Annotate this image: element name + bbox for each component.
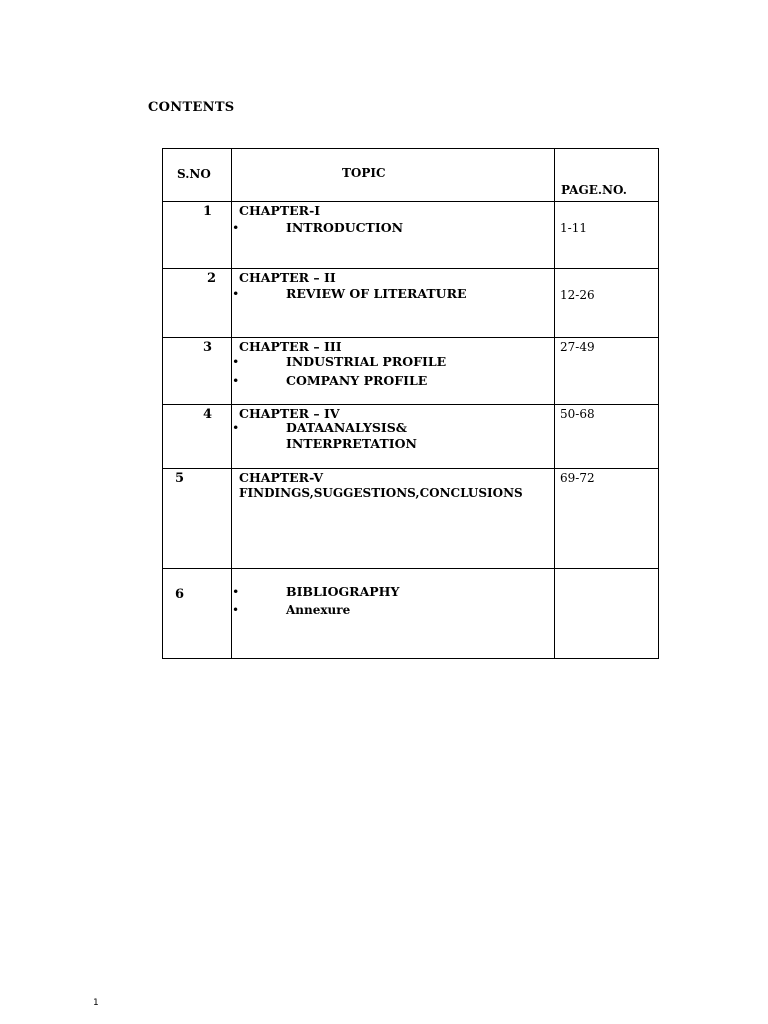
table-row: [163, 569, 659, 659]
chapter-subtitle: FINDINGS,SUGGESTIONS,CONCLUSIONS: [239, 486, 523, 500]
page-cell: [555, 569, 659, 659]
row-number: 4: [203, 407, 213, 422]
page-cell: [555, 269, 659, 338]
topic-cell: [232, 469, 555, 569]
topic-header: TOPIC: [342, 166, 386, 180]
bullet-item-continuation: [232, 436, 417, 451]
bullet-icon: •: [232, 420, 240, 435]
row-number: 2: [207, 271, 217, 286]
bullet-text: DATAANALYSIS&: [286, 420, 408, 435]
table-row: [163, 405, 659, 469]
row-number: 5: [175, 471, 185, 486]
bullet-icon: •: [232, 220, 240, 235]
row-number: 3: [203, 340, 213, 355]
sno-cell: [163, 202, 232, 269]
bullet-text: INDUSTRIAL PROFILE: [286, 354, 447, 369]
page-cell: [555, 405, 659, 469]
page-range: 50-68: [560, 407, 595, 421]
table-row: [163, 202, 659, 269]
sno-cell: [163, 269, 232, 338]
page-cell: [555, 338, 659, 405]
bullet-item: [232, 420, 407, 435]
chapter-title: CHAPTER – II: [239, 270, 336, 285]
sno-cell: [163, 405, 232, 469]
bullet-text: INTRODUCTION: [286, 220, 404, 235]
table-row: [163, 269, 659, 338]
bullet-text: INTERPRETATION: [286, 436, 417, 451]
sno-header-cell: [163, 149, 232, 202]
chapter-title: CHAPTER – IV: [239, 406, 340, 421]
chapter-title: CHAPTER-I: [239, 203, 321, 218]
bullet-icon: •: [232, 354, 240, 369]
topic-header-cell: [232, 149, 555, 202]
page-cell: [555, 202, 659, 269]
page-range: 12-26: [560, 288, 595, 302]
row-number: 6: [175, 587, 185, 602]
sno-header: S.NO: [177, 167, 211, 181]
chapter-title: CHAPTER – III: [239, 339, 342, 354]
table-row: [163, 338, 659, 405]
bullet-text: REVIEW OF LITERATURE: [286, 286, 467, 301]
bullet-item: [232, 603, 350, 617]
bullet-text: BIBLIOGRAPHY: [286, 584, 400, 599]
bullet-icon: •: [232, 286, 240, 301]
bullet-item: [232, 584, 399, 599]
topic-cell: [232, 405, 555, 469]
topic-cell: [232, 202, 555, 269]
chapter-title: CHAPTER-V: [239, 470, 324, 485]
page-header: PAGE.NO.: [561, 183, 627, 197]
row-number: 1: [203, 204, 213, 219]
page-range: 69-72: [560, 471, 595, 485]
sno-cell: [163, 469, 232, 569]
topic-cell: [232, 269, 555, 338]
topic-cell: [232, 338, 555, 405]
contents-heading: CONTENTS: [148, 100, 235, 115]
bullet-icon: •: [232, 603, 240, 617]
table-header-row: [163, 149, 659, 202]
bullet-item: [232, 354, 446, 369]
page-header-cell: [555, 149, 659, 202]
bullet-icon: •: [232, 373, 240, 388]
bullet-icon: •: [232, 584, 240, 599]
bullet-text: Annexure: [286, 603, 351, 617]
bullet-item: [232, 220, 403, 235]
page-range: 27-49: [560, 340, 595, 354]
page-cell: [555, 469, 659, 569]
page-number: 1: [93, 998, 99, 1008]
topic-cell: [232, 569, 555, 659]
bullet-item: [232, 373, 427, 388]
page-range: 1-11: [560, 221, 587, 235]
sno-cell: [163, 338, 232, 405]
contents-table: [162, 148, 659, 659]
table-row: [163, 469, 659, 569]
bullet-text: COMPANY PROFILE: [286, 373, 428, 388]
bullet-item: [232, 286, 466, 301]
sno-cell: [163, 569, 232, 659]
